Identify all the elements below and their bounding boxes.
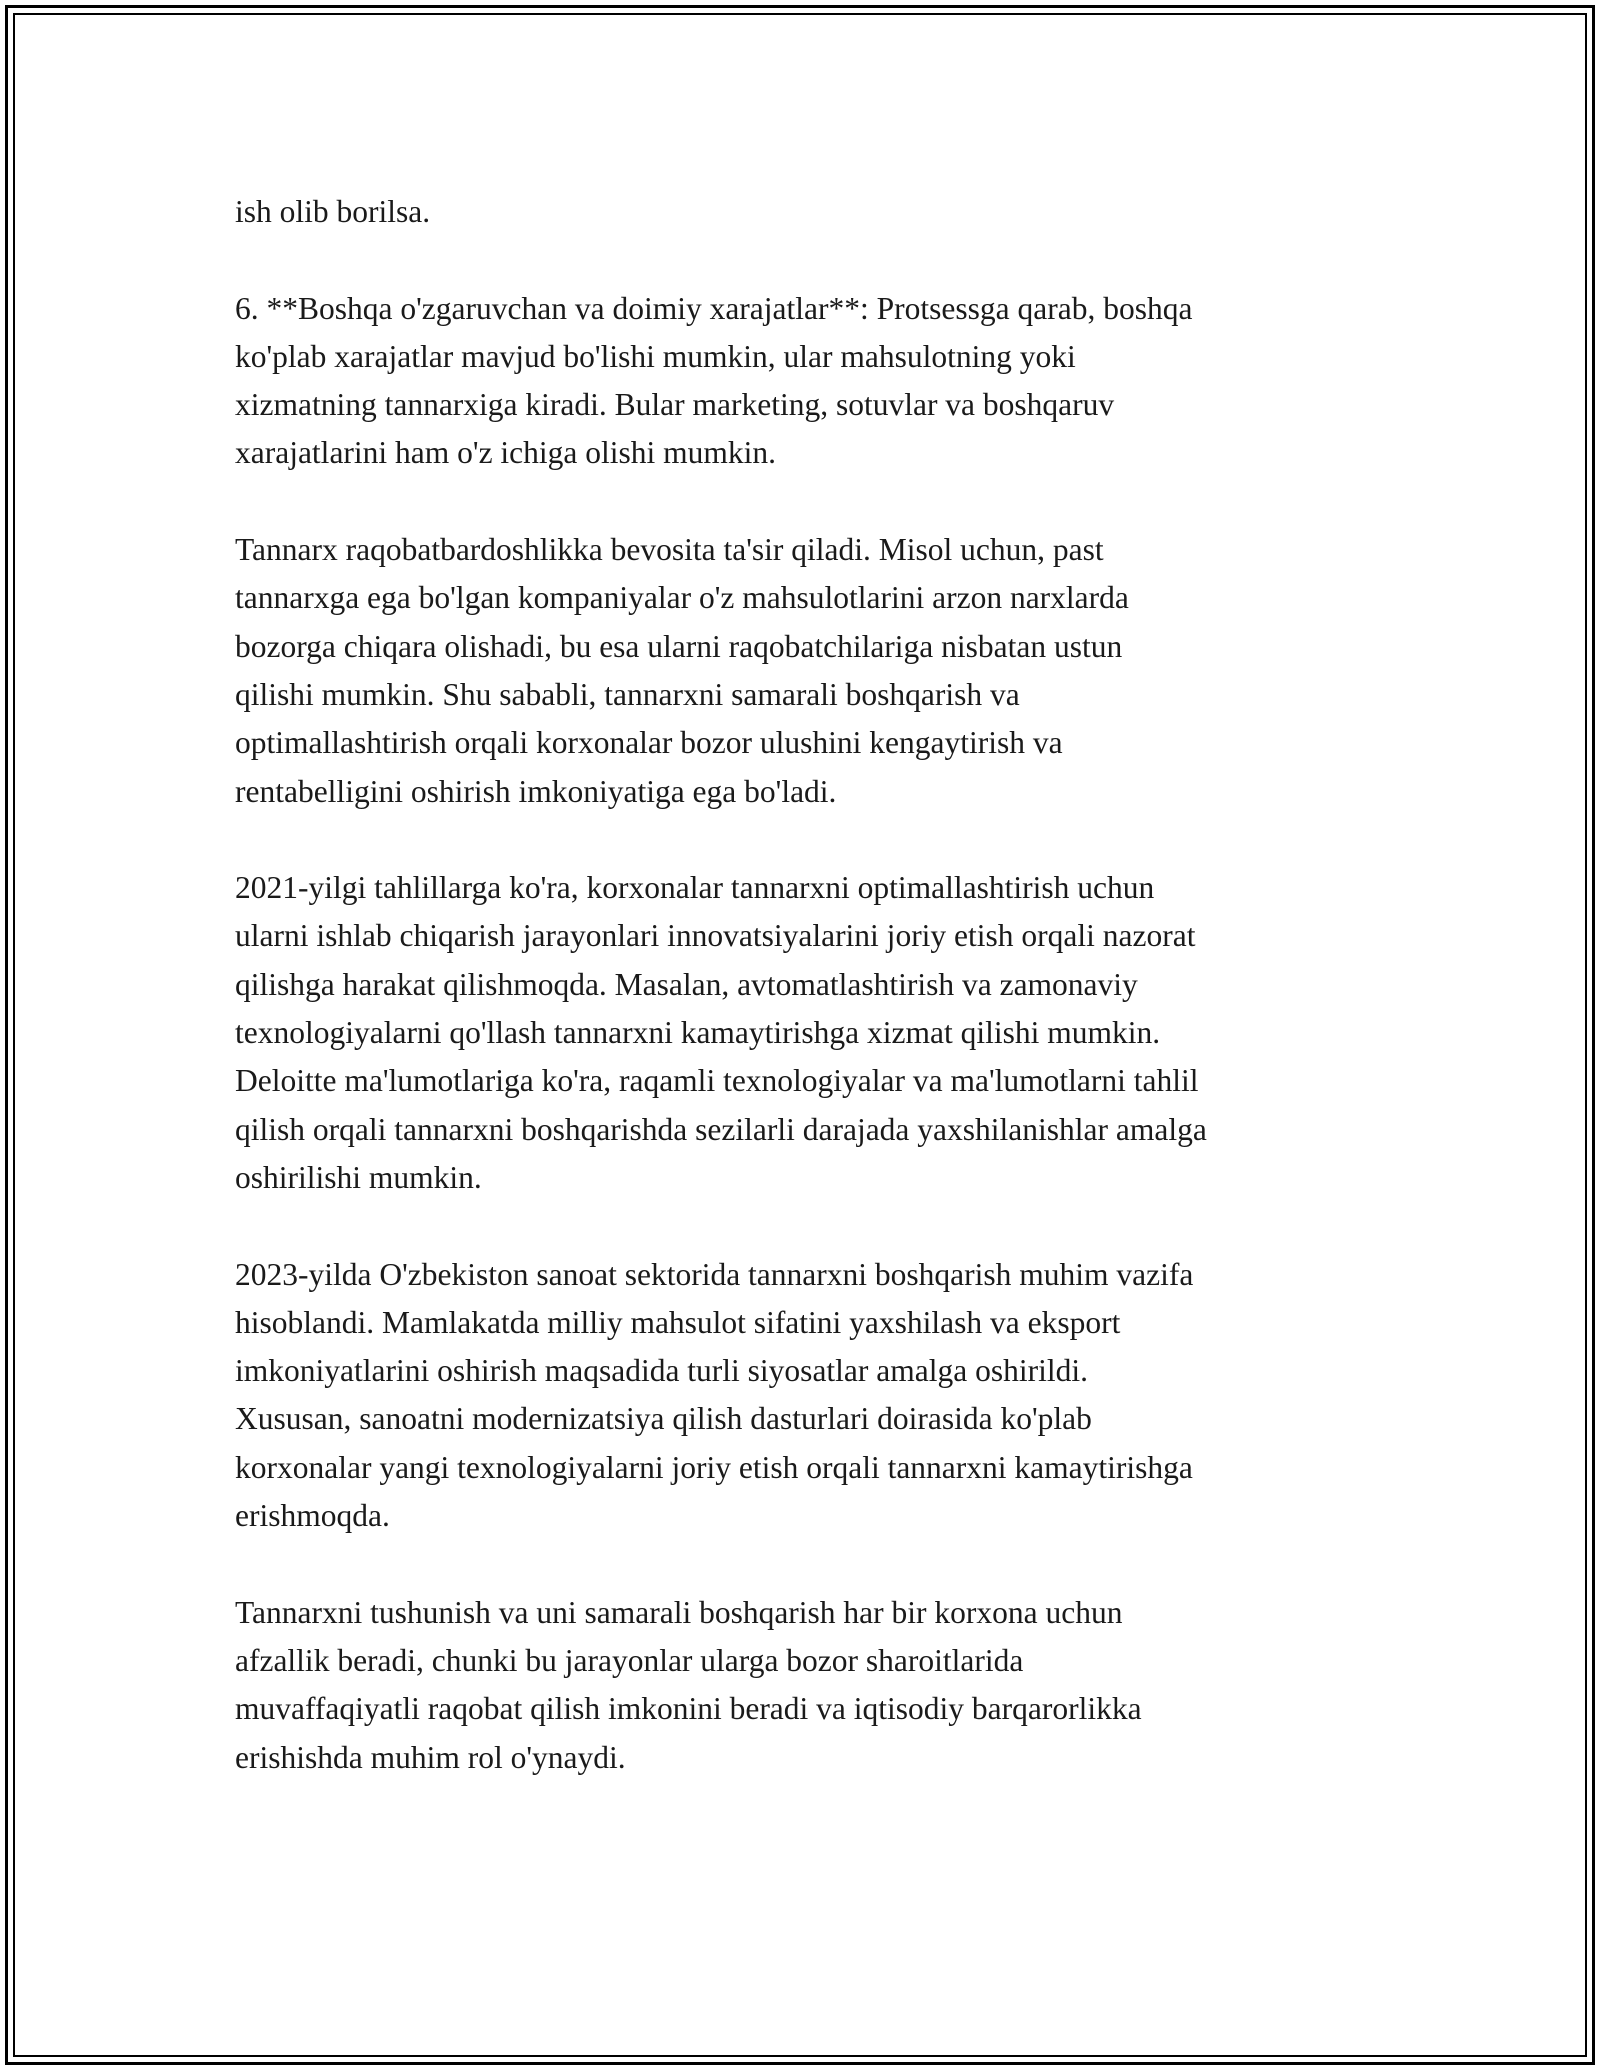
text-line: qilishi mumkin. Shu sababli, tannarxni samarali boshqarish va (235, 676, 1020, 712)
text-line: ko'plab xarajatlar mavjud bo'lishi mumkin, ular mahsulotning yoki (235, 338, 1076, 374)
text-line: imkoniyatlarini oshirish maqsadida turli siyosatlar amalga oshirildi. (235, 1353, 1088, 1389)
text-line: ularni ishlab chiqarish jarayonlari innovatsiyalarini joriy etish orqali nazorat (235, 918, 1196, 954)
text-line: xarajatlarini ham o'z ichiga olishi mumkin. (235, 435, 777, 471)
text-line: hisoblandi. Mamlakatda milliy mahsulot sifatini yaxshilash va eksport (235, 1304, 1121, 1340)
text-line: 2023-yilda O'zbekiston sanoat sektorida tannarxni boshqarish muhim vazifa (235, 1256, 1194, 1292)
document-body (235, 188, 1370, 1830)
text-line: Xususan, sanoatni modernizatsiya qilish dasturlari doirasida ko'plab (235, 1401, 1092, 1437)
paragraph-competitiveness (235, 526, 1370, 816)
text-line: qilishga harakat qilishmoqda. Masalan, avtomatlashtirish va zamonaviy (235, 966, 1138, 1002)
text-line: ish olib borilsa. (235, 194, 431, 229)
text-line: Tannarx raqobatbardoshlikka bevosita ta'sir qiladi. Misol uchun, past (235, 532, 1104, 568)
text-line: 6. **Boshqa o'zgaruvchan va doimiy xarajatlar**: Protsessga qarab, boshqa (235, 290, 1193, 326)
text-line: xizmatning tannarxiga kiradi. Bular marketing, sotuvlar va boshqaruv (235, 387, 1115, 423)
paragraph-continuation (235, 188, 1370, 236)
text-line: muvaffaqiyatli raqobat qilish imkonini beradi va iqtisodiy barqarorlikka (235, 1691, 1142, 1727)
text-line: rentabelligini oshirish imkoniyatiga ega bo'ladi. (235, 773, 837, 809)
text-line: erishishda muhim rol o'ynaydi. (235, 1739, 626, 1775)
paragraph-2023-uzbekistan (235, 1251, 1370, 1541)
text-line: Tannarxni tushunish va uni samarali boshqarish har bir korxona uchun (235, 1594, 1123, 1630)
paragraph-2021-analysis (235, 864, 1370, 1202)
text-line: qilish orqali tannarxni boshqarishda sezilarli darajada yaxshilanishlar amalga (235, 1111, 1207, 1147)
text-line: afzallik beradi, chunki bu jarayonlar ularga bozor sharoitlarida (235, 1642, 1024, 1678)
paragraph-conclusion (235, 1589, 1370, 1782)
text-line: 2021-yilgi tahlillarga ko'ra, korxonalar tannarxni optimallashtirish uchun (235, 870, 1155, 906)
text-line: optimallashtirish orqali korxonalar bozor ulushini kengaytirish va (235, 725, 1063, 761)
text-line: korxonalar yangi texnologiyalarni joriy etish orqali tannarxni kamaytirishga (235, 1449, 1193, 1485)
text-line: oshirilishi mumkin. (235, 1159, 482, 1195)
text-line: tannarxga ega bo'lgan kompaniyalar o'z mahsulotlarini arzon narxlarda (235, 580, 1129, 616)
text-line: texnologiyalarni qo'llash tannarxni kamaytirishga xizmat qilishi mumkin. (235, 1015, 1161, 1051)
text-line: Deloitte ma'lumotlariga ko'ra, raqamli texnologiyalar va ma'lumotlarni tahlil (235, 1063, 1199, 1099)
paragraph-other-costs (235, 285, 1370, 478)
text-line: erishmoqda. (235, 1498, 390, 1534)
text-line: bozorga chiqara olishadi, bu esa ularni raqobatchilariga nisbatan ustun (235, 628, 1123, 664)
